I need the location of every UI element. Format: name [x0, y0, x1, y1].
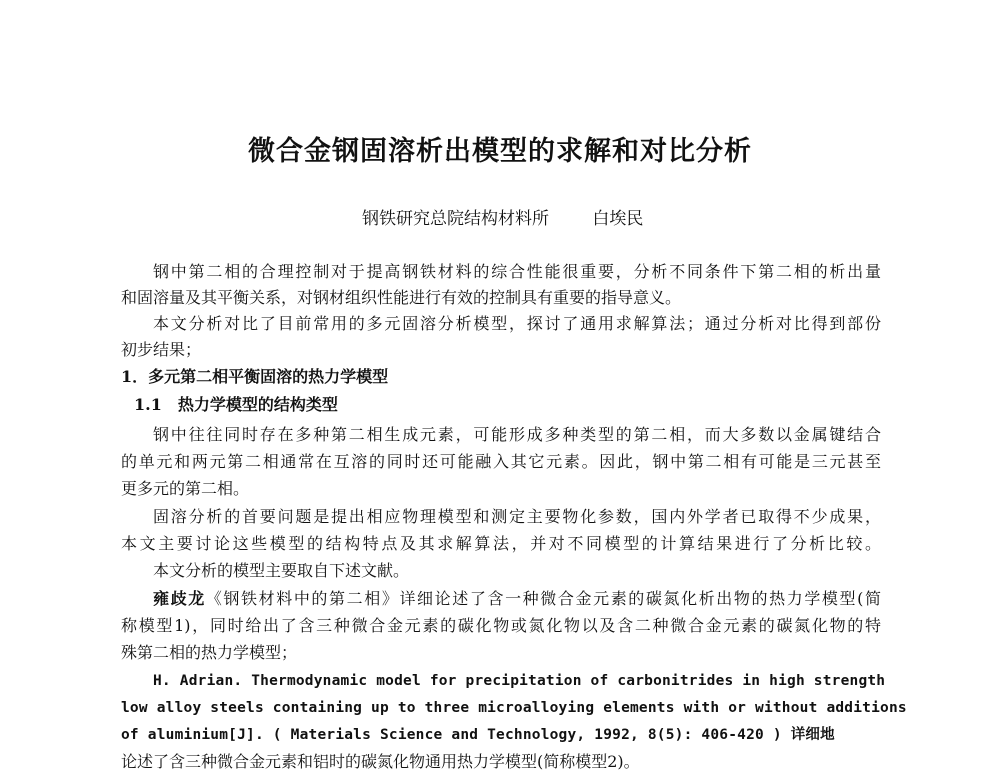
paragraph-line-text: 《钢铁材料中的第二相》详细论述了含一种微合金元素的碳氮化析出物的热力学模型(简: [205, 589, 881, 608]
section-heading: 1．多元第二相平衡固溶的热力学模型: [121, 367, 389, 386]
author-name: 白埃民: [592, 209, 644, 229]
reference-line: H. Adrian. Thermodynamic model for precipitation of carbonitrides in high strength: [153, 673, 886, 689]
paragraph-line: 论述了含三种微合金元素和铝时的碳氮化物通用热力学模型(简称模型2)。: [121, 752, 640, 771]
subsection-heading: 1.1 热力学模型的结构类型: [134, 395, 338, 414]
paragraph-line: 的单元和两元第二相通常在互溶的同时还可能融入其它元素。因此，钢中第二相有可能是三元甚至: [121, 452, 881, 471]
paragraph-line: 钢中往往同时存在多种第二相生成元素，可能形成多种类型的第二相，而大多数以金属键结合: [153, 425, 881, 444]
paragraph-line: 本文主要讨论这些模型的结构特点及其求解算法，并对不同模型的计算结果进行了分析比较。: [121, 534, 881, 553]
author-institution: 钢铁研究总院结构材料所: [362, 209, 549, 229]
paper-title: 微合金钢固溶析出模型的求解和对比分析: [248, 136, 752, 167]
paragraph-line: [153, 586, 881, 612]
reference-line: of aluminium[J]. ( Materials Science and Technology, 1992, 8(5): 406-420 ) 详细地: [121, 727, 835, 743]
paragraph-line: 更多元的第二相。: [121, 479, 250, 498]
paragraph-line: 钢中第二相的合理控制对于提高钢铁材料的综合性能很重要，分析不同条件下第二相的析出量: [153, 262, 881, 281]
paragraph-line: 和固溶量及其平衡关系，对钢材组织性能进行有效的控制具有重要的指导意义。: [121, 288, 682, 307]
paragraph-line: 初步结果；: [121, 340, 202, 359]
reference-line: low alloy steels containing up to three microalloying elements with or without additions: [121, 700, 907, 716]
paragraph-line: 固溶分析的首要问题是提出相应物理模型和测定主要物化参数，国内外学者已取得不少成果，: [153, 507, 881, 526]
paragraph-line: 殊第二相的热力学模型；: [121, 643, 298, 662]
paragraph-line: 称模型1)，同时给出了含三种微合金元素的碳化物或氮化物以及含二种微合金元素的碳氮化物的特: [121, 616, 881, 635]
lead-author: 雍歧龙: [153, 589, 206, 608]
author-line: [362, 204, 643, 229]
paragraph-line: 本文分析对比了目前常用的多元固溶分析模型，探讨了通用求解算法；通过分析对比得到部份: [153, 314, 881, 333]
paragraph-line: 本文分析的模型主要取自下述文献。: [153, 561, 410, 580]
